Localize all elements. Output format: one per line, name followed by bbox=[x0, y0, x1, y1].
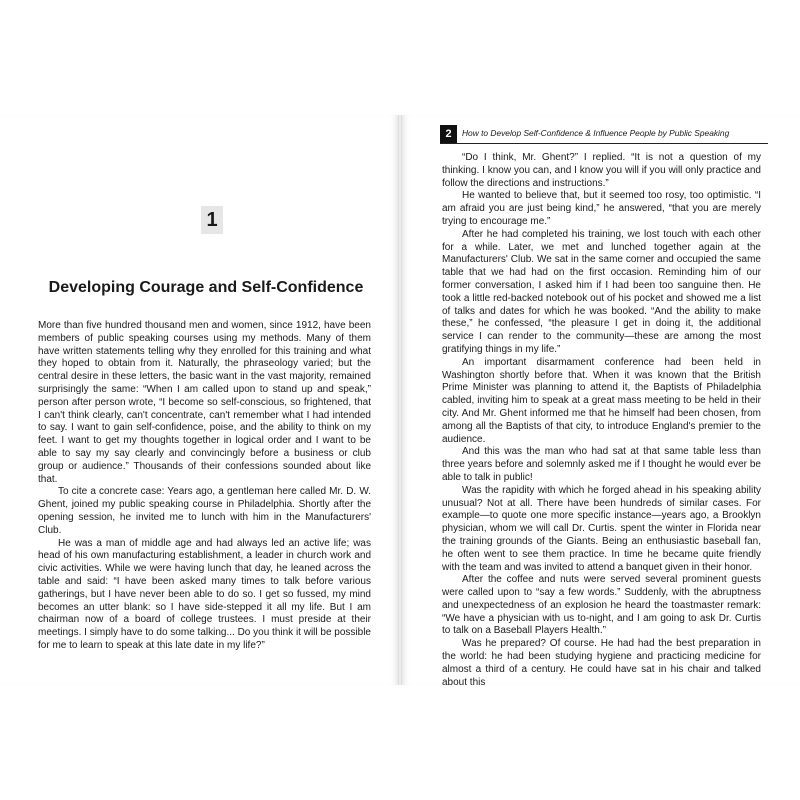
header-rule bbox=[440, 143, 768, 144]
left-body-text bbox=[38, 320, 371, 653]
paragraph: After he had completed his training, we lost touch with each other for a while. Later, we met and lunched together again at the Manufacturers' Club. We sat in the same corner and occupied the same table that we had had on the first occasion. Reminding him of our former conversation, I asked him if I had been too sanguine then. He took a little red-backed notebook out of his pocket and showed me a list of talks and dates for which he was booked. “And the ability to make these,” he confessed, “the pleasure I get in doing it, the additional service I can render to the community—these are among the most gratifying things in my life.” bbox=[442, 228, 761, 355]
chapter-number: 1 bbox=[201, 206, 223, 234]
paragraph: After the coffee and nuts were served several prominent guests were called upon to “say a few words.” Suddenly, with the abruptness and unexpectedness of an explosion he heard the toastmaster remark: “We have a physician with us to-night, and I am going to ask Dr. Curtis to talk on a Baseball Players Health.” bbox=[442, 574, 761, 637]
chapter-title: Developing Courage and Self-Confidence bbox=[48, 279, 364, 296]
paragraph: Was the rapidity with which he forged ahead in his speaking ability unusual? Not at all. There have been hundreds of similar cases. For example—to quote one more specific instance—years ago, a Brooklyn physician, whom we will call Dr. Curtis. spent the winter in Florida near the training grounds of the Giants. Being an enthusiastic baseball fan, he often went to see them practice. In time he became quite friendly with the team and was invited to attend a banquet given in their honor. bbox=[442, 484, 761, 573]
paragraph: More than five hundred thousand men and women, since 1912, have been members of public speaking courses using my methods. Many of them have written statements telling why they enrolled for this training and what they hoped to obtain from it. Naturally, the phraseology varied; but the central desire in these letters, the basic want in the vast majority, remained surprisingly the same: “When I am called upon to stand up and speak,” person after person wrote, “I become so self-conscious, so frightened, that I can't think clearly, can't concentrate, can't remember what I had intended to say. I want to gain self-confidence, poise, and the ability to think on my feet. I want to get my thoughts together in logical order and I want to be able to say my say clearly and convincingly before a business or club group or audience.” Thousands of their confessions sounded about like that. bbox=[38, 320, 371, 485]
paragraph: To cite a concrete case: Years ago, a gentleman here called Mr. D. W. Ghent, joined my public speaking course in Philadelphia. Shortly after the opening session, he invited me to lunch with him in the Manufacturers' Club. bbox=[38, 486, 371, 536]
book-spread bbox=[0, 115, 800, 688]
paragraph: An important disarmament conference had been held in Washington shortly before that. When it was known that the British Prime Minister was planning to attend it, the Baptists of Philadelphia cabled, inviting him to speak at a great mass meeting to be held in their city. And Mr. Ghent informed me that he himself had been chosen, from among all the Baptists of that city, to introduce England's premier to the audience. bbox=[442, 356, 761, 445]
paragraph: He wanted to believe that, but it seemed too rosy, too optimistic. “I am afraid you are just being kind,” he answered, “that you are merely trying to encourage me.” bbox=[442, 190, 761, 227]
right-body-text bbox=[442, 152, 761, 689]
paragraph: He was a man of middle age and had always led an active life; was head of his own manufacturing establishment, a leader in church work and civic activities. While we were having lunch that day, he leaned across the table and said: “I have been asked many times to talk before various gatherings, but I have never been able to do so. I get so fussed, my mind becomes an utter blank: so I have side-stepped it all my life. But I am chairman now of a board of college trustees. I must preside at their meetings. I simply have to do some talking... Do you think it will be possible for me to learn to speak at this late date in my life?” bbox=[38, 537, 371, 651]
left-page bbox=[0, 115, 398, 685]
right-page bbox=[402, 115, 800, 688]
paragraph: And this was the man who had sat at that same table less than three years before and solemnly asked me if I thought he would ever be able to talk in public! bbox=[442, 446, 761, 483]
paragraph: “Do I think, Mr. Ghent?” I replied. “It is not a question of my thinking. I know you can, and I know you will if you will only practice and follow the directions and instructions.” bbox=[442, 152, 761, 189]
running-head: How to Develop Self-Confidence & Influence People by Public Speaking bbox=[462, 128, 730, 138]
page-number: 2 bbox=[440, 125, 457, 143]
paragraph: Was he prepared? Of course. He had had the best preparation in the world: he had been studying hygiene and practicing medicine for almost a third of a century. He could have sat in his chair and talked about this bbox=[442, 638, 761, 688]
